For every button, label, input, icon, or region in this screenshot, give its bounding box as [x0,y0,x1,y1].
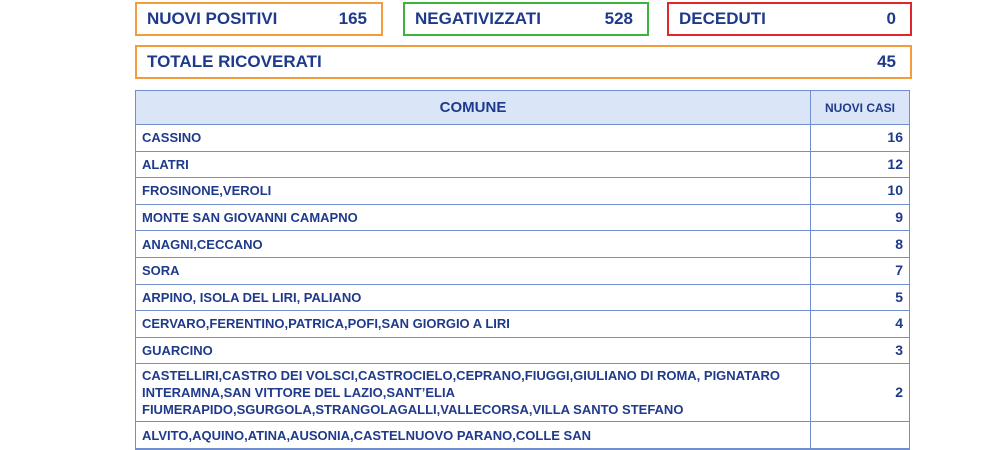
negativizzati-label: NEGATIVIZZATI [415,9,541,28]
cell-comune: CASTELLIRI,CASTRO DEI VOLSCI,CASTROCIELO,CEPRANO,FIUGGI,GIULIANO DI ROMA, PIGNATARO INTERAMNA,SAN VITTORE DEL LAZIO,SANT’ELIA FIUMERAPIDO,SGURGOLA,STRANGOLAGALLI,VALLECORSA,VILLA SANTO STEFANO [136,364,811,422]
totale-ricoverati-box [135,45,912,79]
table-row [136,125,909,152]
cell-comune: FROSINONE,VEROLI [136,178,811,205]
cell-comune: ALATRI [136,151,811,178]
table-header-row [136,91,909,125]
table-row [136,311,909,338]
cell-casi: 3 [811,337,910,364]
cell-casi: 12 [811,151,910,178]
cell-casi: 4 [811,311,910,338]
cell-casi [811,422,910,449]
table-row [136,178,909,205]
cell-casi: 7 [811,257,910,284]
deceduti-value: 0 [886,9,896,28]
totale-ricoverati-value: 45 [877,52,896,71]
cell-casi: 8 [811,231,910,258]
negativizzati-value: 528 [604,9,633,28]
cell-comune: CERVARO,FERENTINO,PATRICA,POFI,SAN GIORGIO A LIRI [136,311,811,338]
cell-comune: ALVITO,AQUINO,ATINA,AUSONIA,CASTELNUOVO PARANO,COLLE SAN [136,422,811,449]
header-nuovi-casi: NUOVI CASI [811,91,910,125]
table-row [136,337,909,364]
cell-comune: MONTE SAN GIOVANNI CAMAPNO [136,204,811,231]
deceduti-label: DECEDUTI [679,9,766,28]
table-row [136,257,909,284]
table-row [136,204,909,231]
totale-ricoverati-label: TOTALE RICOVERATI [147,52,322,71]
table-row [136,284,909,311]
cell-comune: SORA [136,257,811,284]
cell-comune: ARPINO, ISOLA DEL LIRI, PALIANO [136,284,811,311]
negativizzati-box [403,2,649,36]
cell-casi: 9 [811,204,910,231]
cell-casi: 10 [811,178,910,205]
deceduti-box [667,2,912,36]
cell-comune: CASSINO [136,125,811,152]
cell-comune: GUARCINO [136,337,811,364]
cell-casi: 2 [811,364,910,422]
table-row [136,151,909,178]
cell-comune: ANAGNI,CECCANO [136,231,811,258]
nuovi-positivi-label: NUOVI POSITIVI [147,9,278,28]
cell-casi: 16 [811,125,910,152]
table-row [136,231,909,258]
nuovi-positivi-value: 165 [338,9,367,28]
table-row [136,364,909,422]
header-comune: COMUNE [136,91,811,125]
cell-casi: 5 [811,284,910,311]
nuovi-positivi-box [135,2,383,36]
cases-table [135,90,910,450]
table-row [136,422,909,449]
